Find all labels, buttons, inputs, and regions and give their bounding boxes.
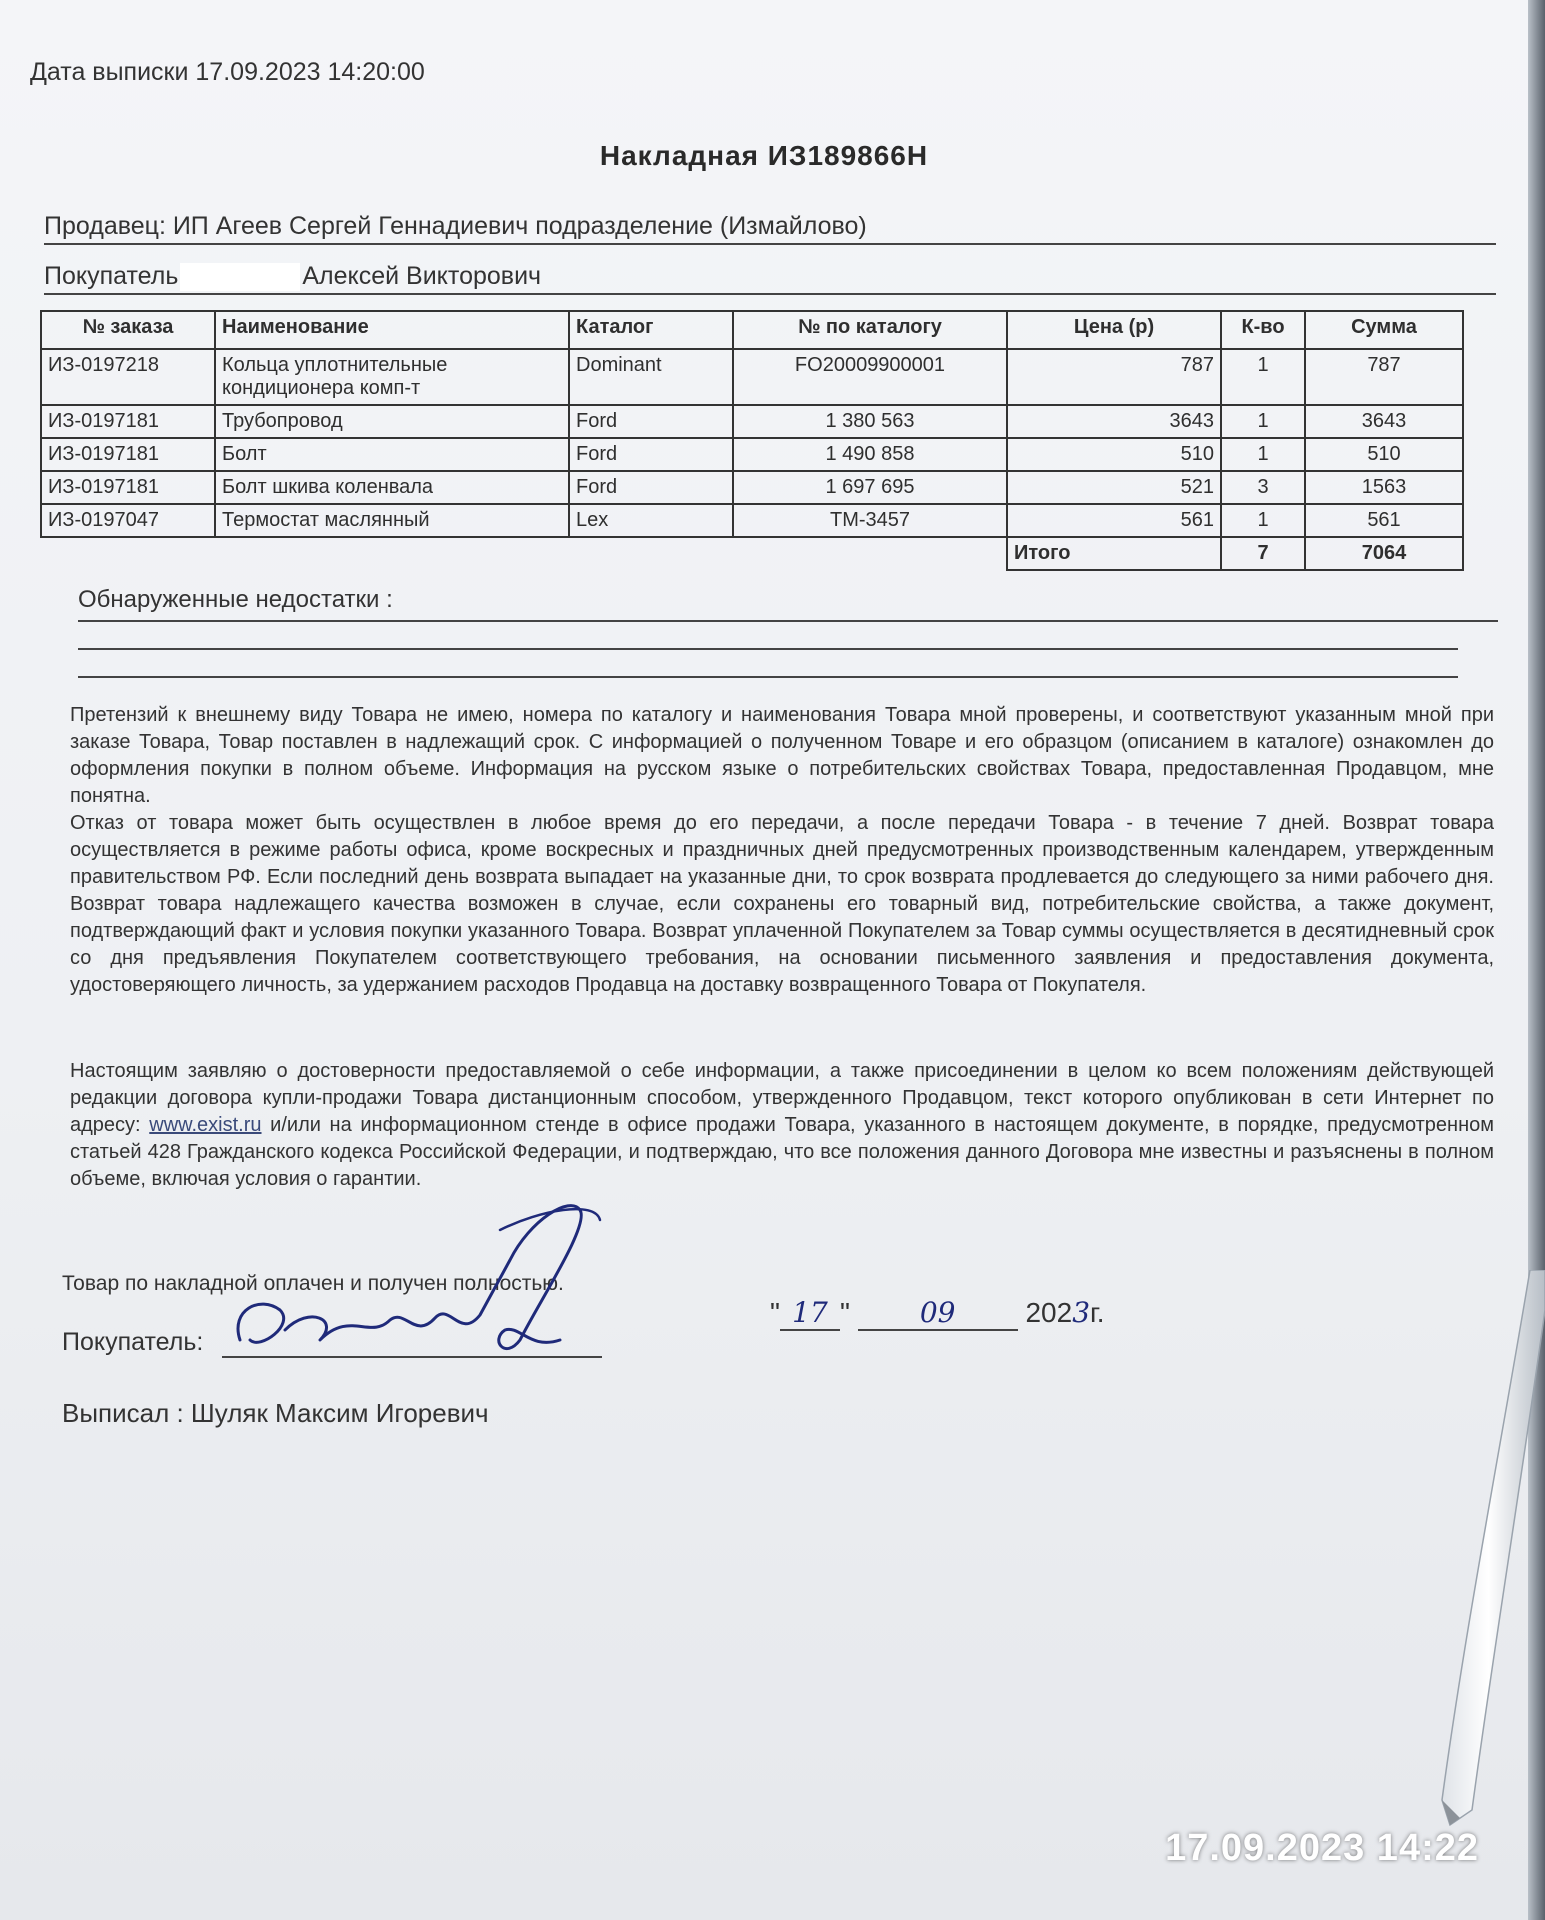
cell-catalog-no: 1 697 695 xyxy=(733,471,1007,504)
issued-by: Выписал : Шуляк Максим Игоревич xyxy=(62,1398,489,1428)
signature-date xyxy=(770,1296,1105,1331)
cell-sum: 561 xyxy=(1305,504,1463,537)
buyer-sign-label: Покупатель: xyxy=(62,1328,204,1356)
cell-catalog: Ford xyxy=(569,405,733,438)
statement-date: Дата выписки 17.09.2023 14:20:00 xyxy=(30,58,425,86)
paid-statement: Товар по накладной оплачен и получен полностью. xyxy=(62,1272,564,1295)
cell-catalog-no: TM-3457 xyxy=(733,504,1007,537)
cell-order: ИЗ-0197218 xyxy=(41,349,215,405)
table-row xyxy=(41,504,1463,537)
defects-rule xyxy=(78,648,1458,650)
cell-name: Болт шкива коленвала xyxy=(215,471,569,504)
table-row xyxy=(41,405,1463,438)
table-row xyxy=(41,471,1463,504)
agreement-text-end: и/или на информационном стенде в офисе продажи Товара, указанного в настоящем документе, в порядке, предусмотренном статьей 428 Гражданского кодекса Российской Федерации, и подтверждаю, что все положения данного Договора мне известны и разъяснены в полном объеме, включая условия о гарантии. xyxy=(70,1114,1495,1190)
pen-icon xyxy=(1380,1270,1545,1870)
cell-qty: 1 xyxy=(1221,504,1305,537)
claims-paragraph: Претензий к внешнему виду Товара не имею, номера по каталогу и наименования Товара мной проверены, и соответствуют указанным мной при заказе Товара, Товар поставлен в надлежащий срок. С информацией о полученном Товаре и его образцом (описанием в каталоге) ознакомлен до оформления покупки в полном объеме. Информация на русском языке о потребительских свойствах Товара, предоставленная Продавцом, мне понятна. xyxy=(70,704,1494,807)
cell-order: ИЗ-0197181 xyxy=(41,471,215,504)
cell-catalog: Dominant xyxy=(569,349,733,405)
header-qty: К-во xyxy=(1221,311,1305,349)
cell-sum: 3643 xyxy=(1305,405,1463,438)
cell-qty: 1 xyxy=(1221,438,1305,471)
invoice-title: Накладная ИЗ189866Н xyxy=(599,140,929,171)
cell-price: 787 xyxy=(1007,349,1221,405)
date-day: 17 xyxy=(780,1296,840,1331)
cell-catalog: Lex xyxy=(569,504,733,537)
agreement-paragraph xyxy=(70,1058,1494,1193)
cell-price: 3643 xyxy=(1007,405,1221,438)
cell-price: 510 xyxy=(1007,438,1221,471)
cell-catalog-no: FO20009900001 xyxy=(733,349,1007,405)
total-qty: 7 xyxy=(1221,537,1305,570)
buyer-line xyxy=(44,262,1496,295)
cell-catalog-no: 1 490 858 xyxy=(733,438,1007,471)
total-sum: 7064 xyxy=(1305,537,1463,570)
defects-rule xyxy=(78,676,1458,678)
date-year-suffix: 3 xyxy=(1072,1296,1091,1329)
cell-catalog-no: 1 380 563 xyxy=(733,405,1007,438)
total-row xyxy=(41,537,1463,570)
date-quote-open: " xyxy=(770,1297,780,1328)
cell-qty: 1 xyxy=(1221,405,1305,438)
defects-rule xyxy=(78,620,1498,622)
cell-qty: 3 xyxy=(1221,471,1305,504)
table-header-row xyxy=(41,311,1463,349)
total-label: Итого xyxy=(1007,537,1221,570)
cell-sum: 510 xyxy=(1305,438,1463,471)
header-catalog-no: № по каталогу xyxy=(733,311,1007,349)
cell-price: 521 xyxy=(1007,471,1221,504)
header-name: Наименование xyxy=(215,311,569,349)
agreement-text-start: Настоящим заявляю о достоверности предоставляемой о себе информации, а также присоединении в целом ко всем положениям действующей редакции договора купли-продажи Товара дистанционным способом, утвержденного Продавцом, текст которого опубликован в сети Интернет по адресу: xyxy=(70,1060,1494,1136)
cell-catalog: Ford xyxy=(569,471,733,504)
date-month: 09 xyxy=(858,1296,1018,1331)
cell-sum: 1563 xyxy=(1305,471,1463,504)
redaction-box xyxy=(180,263,300,291)
table-row xyxy=(41,438,1463,471)
cell-price: 561 xyxy=(1007,504,1221,537)
cell-name: Болт xyxy=(215,438,569,471)
photo-timestamp: 17.09.2023 14:22 xyxy=(1165,1827,1479,1869)
date-g: г. xyxy=(1090,1297,1105,1328)
cell-name: Термостат маслянный xyxy=(215,504,569,537)
header-price: Цена (р) xyxy=(1007,311,1221,349)
header-sum: Сумма xyxy=(1305,311,1463,349)
cell-name: Трубопровод xyxy=(215,405,569,438)
cell-order: ИЗ-0197181 xyxy=(41,438,215,471)
handwritten-signature-icon xyxy=(200,1190,620,1370)
total-spacer xyxy=(41,537,1007,570)
items-table xyxy=(40,310,1464,571)
cell-order: ИЗ-0197181 xyxy=(41,405,215,438)
cell-order: ИЗ-0197047 xyxy=(41,504,215,537)
cell-name: Кольца уплотнительные кондиционера комп-т xyxy=(215,349,569,405)
buyer-name: Алексей Викторович xyxy=(302,262,542,290)
buyer-label: Покупатель xyxy=(44,262,179,290)
exist-link[interactable]: www.exist.ru xyxy=(149,1114,262,1136)
cell-catalog: Ford xyxy=(569,438,733,471)
header-catalog: Каталог xyxy=(569,311,733,349)
cell-qty: 1 xyxy=(1221,349,1305,405)
return-paragraph: Отказ от товара может быть осуществлен в любое время до его передачи, а после передачи Товара - в течение 7 дней. Возврат товара осуществляется в режиме работы офиса, кроме воскресных и праздничных дней предусмотренных производственным календарем, утвержденным правительством РФ. Если последний день возврата выпадает на указанные дни, то срок возврата продлевается до следующего за ними рабочего дня. Возврат товара надлежащего качества возможен в случае, если сохранены его товарный вид, потребительские свойства, а также документ, подтверждающий факт и условия покупки указанного Товара. Возврат уплаченной Покупателем за Товар суммы осуществляется в десятидневный срок со дня предъявления Покупателем соответствующего требования, на основании письменного заявления и предоставления документа, удостоверяющего личность, за удержанием расходов Продавца на доставку возвращенного Товара от Покупателя. xyxy=(70,812,1494,996)
cell-sum: 787 xyxy=(1305,349,1463,405)
header-order: № заказа xyxy=(41,311,215,349)
date-year-prefix: 202 xyxy=(1025,1297,1073,1328)
seller-line: Продавец: ИП Агеев Сергей Геннадиевич подразделение (Измайлово) xyxy=(44,212,1496,245)
table-row xyxy=(41,349,1463,405)
date-quote-close: " xyxy=(839,1297,850,1328)
defects-label: Обнаруженные недостатки : xyxy=(78,586,393,613)
